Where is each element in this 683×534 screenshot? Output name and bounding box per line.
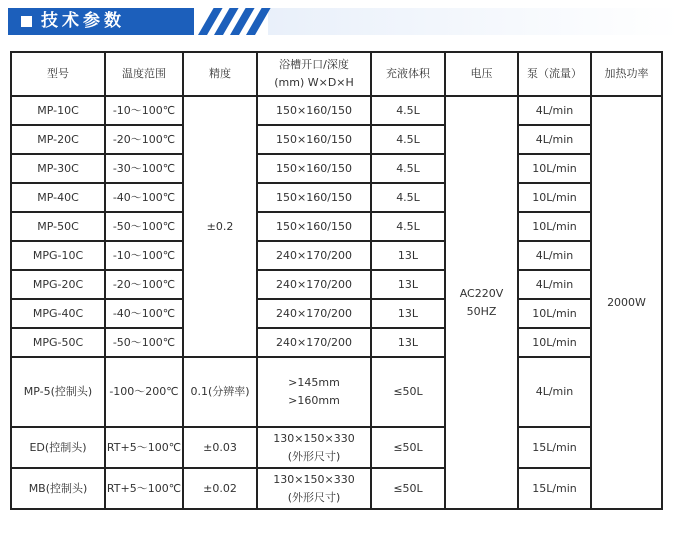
cell-volume: 4.5L <box>371 154 445 183</box>
section-title: 技术参数 <box>41 11 125 31</box>
header-voltage: 电压 <box>445 52 518 96</box>
cell-volume: 13L <box>371 328 445 357</box>
table-row <box>11 328 662 357</box>
cell-dims <box>257 427 371 468</box>
cell-heating-power-merged: 2000W <box>591 96 662 509</box>
cell-dims: 240×170/200 <box>257 270 371 299</box>
cell-volume: 4.5L <box>371 125 445 154</box>
cell-model: MP-30C <box>11 154 105 183</box>
cell-temp: -40～100℃ <box>105 299 183 328</box>
cell-model: MPG-50C <box>11 328 105 357</box>
cell-temp: -30～100℃ <box>105 154 183 183</box>
cell-volume: 4.5L <box>371 96 445 125</box>
header-dimensions-line2: (mm) W×D×H <box>274 76 354 89</box>
cell-pump: 10L/min <box>518 212 591 241</box>
cell-dims: 150×160/150 <box>257 183 371 212</box>
cell-accuracy: ±0.03 <box>183 427 257 468</box>
cell-dims: 240×170/200 <box>257 241 371 270</box>
table-row <box>11 270 662 299</box>
header-model: 型号 <box>11 52 105 96</box>
header-volume: 充液体积 <box>371 52 445 96</box>
cell-dims: 240×170/200 <box>257 299 371 328</box>
cell-temp: RT+5～100℃ <box>105 427 183 468</box>
cell-pump: 10L/min <box>518 299 591 328</box>
cell-model: MPG-10C <box>11 241 105 270</box>
table-row <box>11 154 662 183</box>
cell-temp: -10～100℃ <box>105 241 183 270</box>
cell-model: MP-10C <box>11 96 105 125</box>
cell-model: MP-40C <box>11 183 105 212</box>
cell-voltage-merged <box>445 96 518 509</box>
dims-line2: >160mm <box>288 394 340 407</box>
cell-dims: 150×160/150 <box>257 96 371 125</box>
cell-pump: 4L/min <box>518 241 591 270</box>
cell-pump: 10L/min <box>518 154 591 183</box>
header-dimensions-line1: 浴槽开口/深度 <box>279 58 349 71</box>
cell-model: ED(控制头) <box>11 427 105 468</box>
table-row <box>11 468 662 509</box>
table-header-row <box>11 52 662 96</box>
cell-dims: 150×160/150 <box>257 125 371 154</box>
table-row <box>11 183 662 212</box>
header-pump: 泵（流量） <box>518 52 591 96</box>
voltage-line1: AC220V <box>459 286 504 300</box>
cell-volume: 4.5L <box>371 212 445 241</box>
dims-line1: 130×150×330 <box>273 472 355 486</box>
cell-dims <box>257 357 371 427</box>
square-icon <box>21 16 32 27</box>
header-temp-range: 温度范围 <box>105 52 183 96</box>
cell-volume: 4.5L <box>371 183 445 212</box>
table-row <box>11 357 662 427</box>
dims-line2: (外形尺寸) <box>287 490 341 504</box>
cell-pump: 15L/min <box>518 468 591 509</box>
cell-pump: 15L/min <box>518 427 591 468</box>
cell-temp: -100～200℃ <box>105 357 183 427</box>
cell-volume: 13L <box>371 299 445 328</box>
cell-temp: -40～100℃ <box>105 183 183 212</box>
table-row <box>11 212 662 241</box>
table-row <box>11 299 662 328</box>
cell-model: MP-20C <box>11 125 105 154</box>
cell-dims: 150×160/150 <box>257 154 371 183</box>
cell-dims: 240×170/200 <box>257 328 371 357</box>
section-header <box>8 8 680 35</box>
dims-line2: (外形尺寸) <box>287 449 341 463</box>
cell-pump: 10L/min <box>518 183 591 212</box>
cell-volume: ≤50L <box>371 427 445 468</box>
table-row <box>11 96 662 125</box>
cell-temp: -20～100℃ <box>105 125 183 154</box>
voltage-line2: 50HZ <box>466 304 497 318</box>
header-fade <box>268 8 680 35</box>
cell-pump: 10L/min <box>518 328 591 357</box>
dims-line1: >145mm <box>288 376 340 389</box>
cell-pump: 4L/min <box>518 357 591 427</box>
header-dimensions <box>257 52 371 96</box>
cell-temp: RT+5～100℃ <box>105 468 183 509</box>
cell-model: MPG-40C <box>11 299 105 328</box>
cell-temp: -10～100℃ <box>105 96 183 125</box>
spec-table <box>10 51 663 510</box>
cell-temp: -20～100℃ <box>105 270 183 299</box>
cell-volume: 13L <box>371 241 445 270</box>
header-heating-power: 加热功率 <box>591 52 662 96</box>
cell-pump: 4L/min <box>518 125 591 154</box>
cell-temp: -50～100℃ <box>105 328 183 357</box>
cell-temp: -50～100℃ <box>105 212 183 241</box>
dims-line1: 130×150×330 <box>273 431 355 445</box>
cell-model: MP-5(控制头) <box>11 357 105 427</box>
cell-pump: 4L/min <box>518 96 591 125</box>
cell-accuracy: 0.1(分辨率) <box>183 357 257 427</box>
cell-model: MP-50C <box>11 212 105 241</box>
cell-pump: 4L/min <box>518 270 591 299</box>
cell-accuracy: ±0.02 <box>183 468 257 509</box>
table-row <box>11 241 662 270</box>
cell-volume: 13L <box>371 270 445 299</box>
table-row <box>11 125 662 154</box>
cell-accuracy-merged: ±0.2 <box>183 96 257 357</box>
cell-model: MB(控制头) <box>11 468 105 509</box>
cell-dims <box>257 468 371 509</box>
cell-dims: 150×160/150 <box>257 212 371 241</box>
cell-volume: ≤50L <box>371 468 445 509</box>
cell-model: MPG-20C <box>11 270 105 299</box>
cell-volume: ≤50L <box>371 357 445 427</box>
header-accuracy: 精度 <box>183 52 257 96</box>
table-row <box>11 427 662 468</box>
